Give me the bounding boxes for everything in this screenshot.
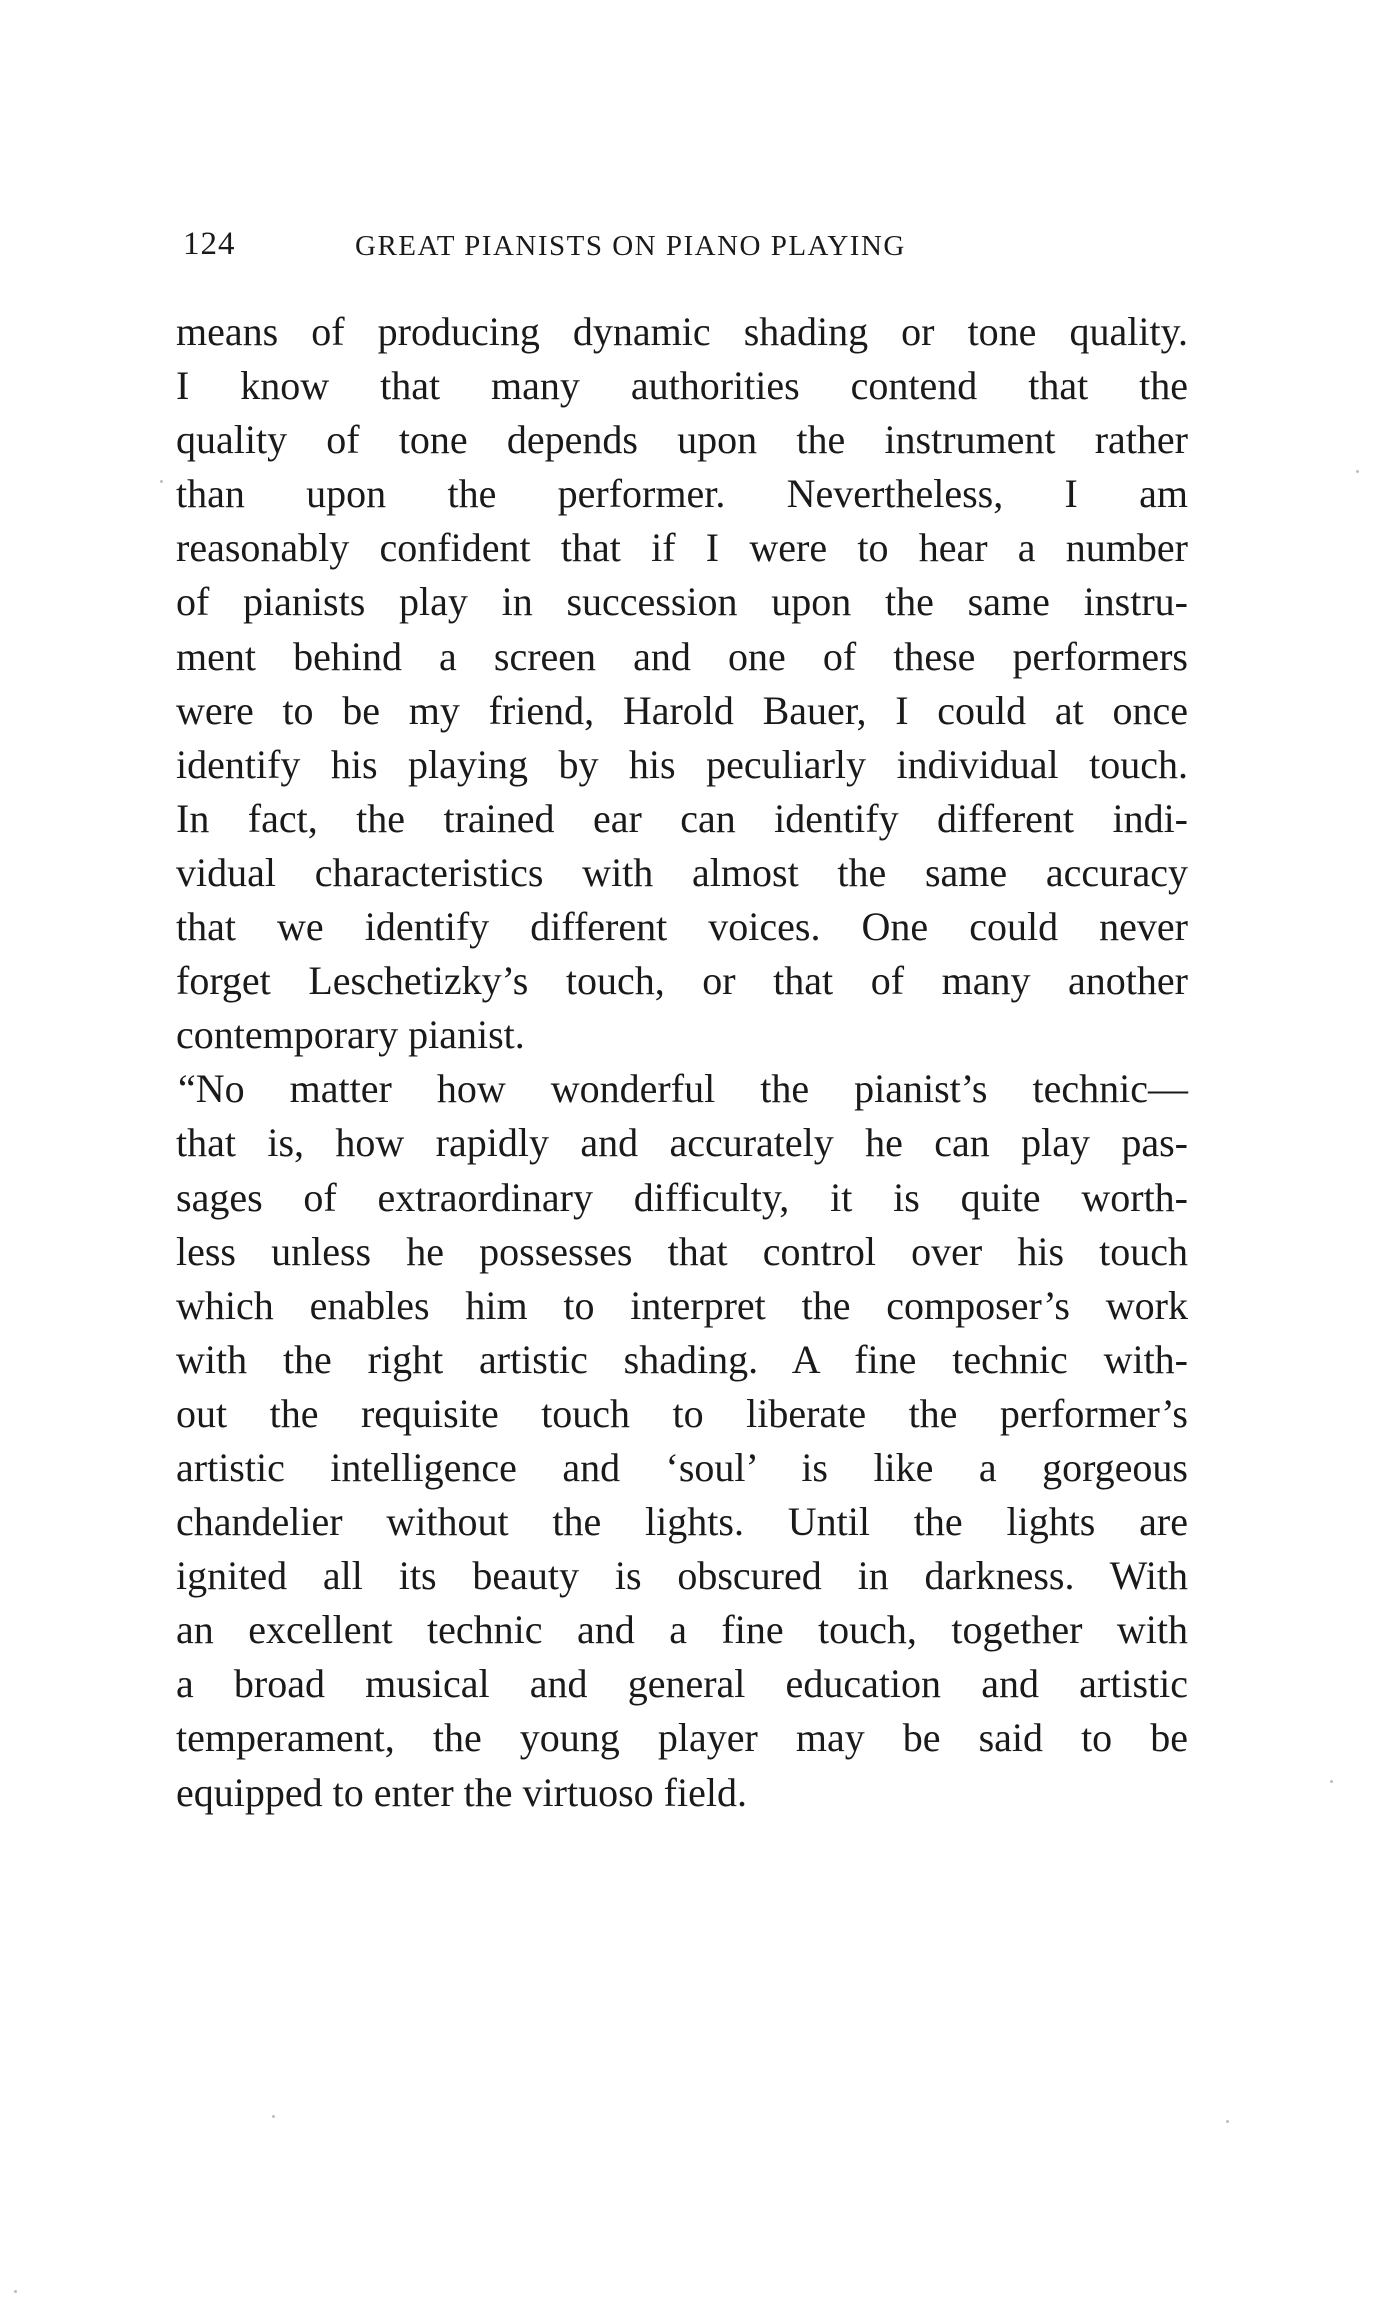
- text-line: with the right artistic shading. A fine technic with-: [176, 1336, 1188, 1382]
- text-line: sages of extraordinary difficulty, it is quite worth-: [176, 1174, 1188, 1220]
- paper-speck: [160, 480, 163, 483]
- text-line: were to be my friend, Harold Bauer, I could at once: [176, 687, 1188, 733]
- paper-speck: [14, 2290, 17, 2293]
- text-line: ment behind a screen and one of these performers: [176, 633, 1188, 679]
- body-text: [176, 305, 1188, 1820]
- text-line: reasonably confident that if I were to hear a number: [176, 525, 1188, 571]
- text-line: than upon the performer. Nevertheless, I am: [176, 471, 1188, 517]
- text-line: an excellent technic and a fine touch, together with: [176, 1607, 1188, 1653]
- paragraph-last-line: contemporary pianist.: [176, 1012, 525, 1058]
- text-line: I know that many authorities contend that the: [176, 363, 1188, 409]
- text-line: temperament, the young player may be said to be: [176, 1715, 1188, 1761]
- paper-speck: [1330, 1780, 1333, 1783]
- text-line: identify his playing by his peculiarly individual touch.: [176, 741, 1188, 787]
- text-line: artistic intelligence and ‘soul’ is like a gorgeous: [176, 1444, 1188, 1490]
- text-line: In fact, the trained ear can identify different indi-: [176, 795, 1188, 841]
- text-line: ignited all its beauty is obscured in darkness. With: [176, 1553, 1188, 1599]
- text-line: a broad musical and general education and artistic: [176, 1661, 1188, 1707]
- paper-speck: [1226, 2120, 1229, 2123]
- text-line: which enables him to interpret the composer’s work: [176, 1282, 1188, 1328]
- text-line: that is, how rapidly and accurately he can play pas-: [176, 1120, 1188, 1166]
- running-head-title: GREAT PIANISTS ON PIANO PLAYING: [355, 230, 906, 262]
- paragraph-first-line: “No matter how wonderful the pianist’s technic—: [178, 1066, 1188, 1112]
- paper-speck: [1356, 470, 1359, 473]
- text-line: chandelier without the lights. Until the lights are: [176, 1499, 1188, 1545]
- text-line: out the requisite touch to liberate the performer’s: [176, 1390, 1188, 1436]
- running-head: [183, 226, 1193, 274]
- text-line: less unless he possesses that control over his touch: [176, 1228, 1188, 1274]
- text-line: means of producing dynamic shading or tone quality.: [176, 309, 1188, 354]
- text-line: forget Leschetizky’s touch, or that of many another: [176, 958, 1188, 1004]
- text-line: that we identify different voices. One could never: [176, 904, 1188, 950]
- paragraph-last-line: equipped to enter the virtuoso field.: [176, 1769, 747, 1815]
- page-number: 124: [183, 226, 236, 262]
- paper-speck: [272, 2115, 275, 2118]
- text-line: of pianists play in succession upon the same instru-: [176, 579, 1188, 625]
- text-line: quality of tone depends upon the instrument rather: [176, 417, 1188, 463]
- text-line: vidual characteristics with almost the same accuracy: [176, 849, 1188, 895]
